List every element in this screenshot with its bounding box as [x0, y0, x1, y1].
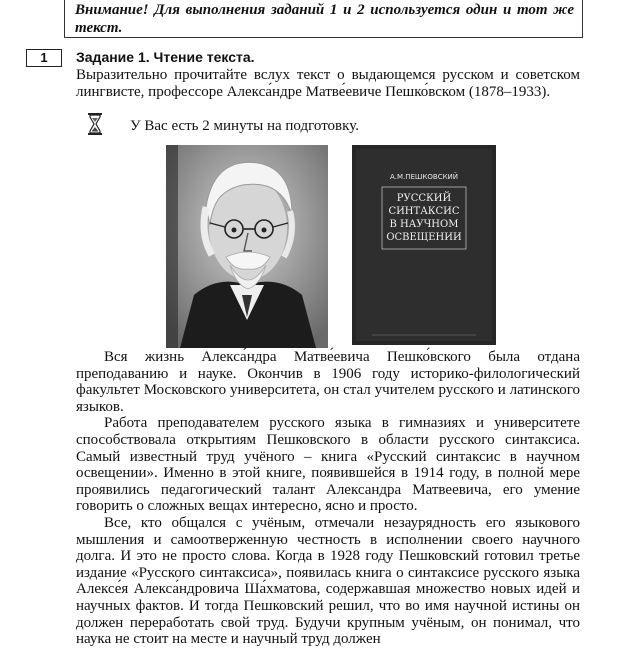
task-number-box: 1: [26, 49, 62, 67]
paragraph: Вся жизнь Алекса́ндра Матве́евича Пешко́вского была отдана преподаванию и науке. Окончив в 1906 году историко-филологический факультет Московского университета, он стал учителем русского и латинского языков.: [76, 349, 580, 415]
article-body: [76, 349, 580, 648]
book-cover-image: [352, 145, 496, 345]
book-author: А.М.ПЕШКОВСКИЙ: [389, 173, 459, 181]
paragraph: Работа преподавателем русского языка в гимназиях и университете способствовала открытиям Пешковского в области русского синтаксиса. Самый известный труд учёного – книга «Русский синтаксис в научном освещении». Именно в этой книге, появившейся в 1914 году, в полной мере проявились педагогический талант Александра Матвеевича, его умение говорить о сложных вещах интересно, ясно и просто.: [76, 415, 580, 515]
portrait-image: [166, 145, 328, 348]
preparation-time-text: У Вас есть 2 минуты на подготовку.: [130, 118, 359, 134]
hourglass-icon: [88, 113, 102, 135]
book-title-line: СИНТАКСИС: [388, 206, 460, 217]
book-title-line: ОСВЕЩЕНИИ: [386, 232, 462, 243]
notice-box: [64, 0, 583, 38]
task-instruction: Выразительно прочитайте вслух текст о выдающемся русском и советском лингвисте, профессоре Алекса́ндре Матве́евиче Пешко́вском (1878–1933).: [76, 67, 580, 100]
notice-text: Внимание! Для выполнения заданий 1 и 2 используется один и тот же текст.: [75, 2, 574, 36]
task-title: Задание 1. Чтение текста.: [76, 49, 255, 65]
book-title-line: РУССКИЙ: [396, 193, 452, 204]
paragraph: Все, кто общался с учёным, отмечали незаурядность его языкового мышления и самоотверженную честность в исполнении своего научного долга. И это не просто слова. Когда в 1928 году Пешковский готовил третье издание «Русского синтаксиса», появилась книга о синтаксисе русского языка Алексе́я Алекса́ндровича Ша́хматова, содержавшая множество новых идей и научных фактов. И тогда Пешковский решил, что во имя научной истины он должен переработать свой труд. Будучи крупным учёным, он понимал, что наука не стоит на месте и научный труд должен: [76, 514, 580, 648]
book-title-line: В НАУЧНОМ: [389, 219, 459, 230]
